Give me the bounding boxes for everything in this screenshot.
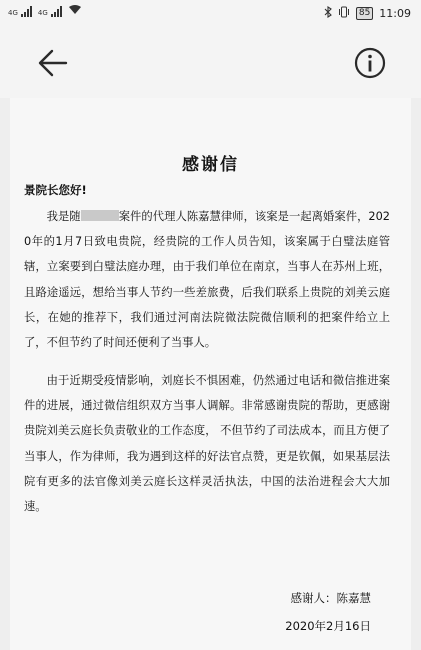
- letter-document: [10, 98, 411, 650]
- back-button[interactable]: [36, 46, 70, 80]
- signal-strength-icon: [38, 5, 62, 17]
- info-button[interactable]: [353, 46, 387, 80]
- letter-signer: 感谢人：陈嘉慧: [290, 591, 371, 605]
- letter-title: 感谢信: [182, 155, 239, 175]
- paragraph-1-body: 案件的代理人陈嘉慧律师，该案是一起离婚案件，2020年的1月7日致电贵院，经贵院的工作人员告知，该案属于白璧法庭管辖，立案要到白璧法庭办理，由于我们单位在南京，当事人在苏州上班，且路途遥远，想给当事人节约一些差旅费，后我们联系上贵院的刘美云庭长，在她的推荐下，我们通过河南法院微法院微信顺利的把案件给立上了，不但节约了时间还便利了当事人。: [24, 210, 390, 350]
- clock-time: 11:09: [379, 7, 411, 20]
- vibrate-icon: [338, 6, 350, 21]
- signal-strength-icon: [8, 5, 32, 17]
- paragraph-1-start: 我是随: [46, 210, 81, 223]
- status-bar: [0, 0, 421, 28]
- letter-paragraph-1: [24, 204, 390, 355]
- battery-icon: 85: [356, 7, 373, 20]
- wifi-icon: [68, 4, 82, 18]
- letter-salutation: 景院长您好!: [24, 183, 87, 197]
- app-toolbar: [0, 28, 421, 98]
- network-type-label: 4G: [8, 9, 18, 17]
- letter-date: 2020年2月16日: [285, 619, 371, 633]
- redacted-name-block: [81, 210, 119, 221]
- network-type-label: 4G: [37, 9, 48, 17]
- signal-indicators: [8, 4, 82, 18]
- letter-paragraph-2: 由于近期受疫情影响，刘庭长不惧困难，仍然通过电话和微信推进案件的进展，通过微信组织双方当事人调解。非常感谢贵院的帮助，更感谢贵院刘美云庭长负责敬业的工作态度， 不但节约了司法成本，而且方便了当事人，作为律师，我为遇到这样的好法官点赞，更是钦佩，如果基层法院有更多的法官像刘美云庭长这样灵活执法，中国的法治进程会大大加速。: [24, 374, 390, 514]
- arrow-left-icon: [36, 46, 70, 80]
- info-circle-icon: [353, 46, 387, 80]
- bluetooth-icon: [324, 6, 332, 21]
